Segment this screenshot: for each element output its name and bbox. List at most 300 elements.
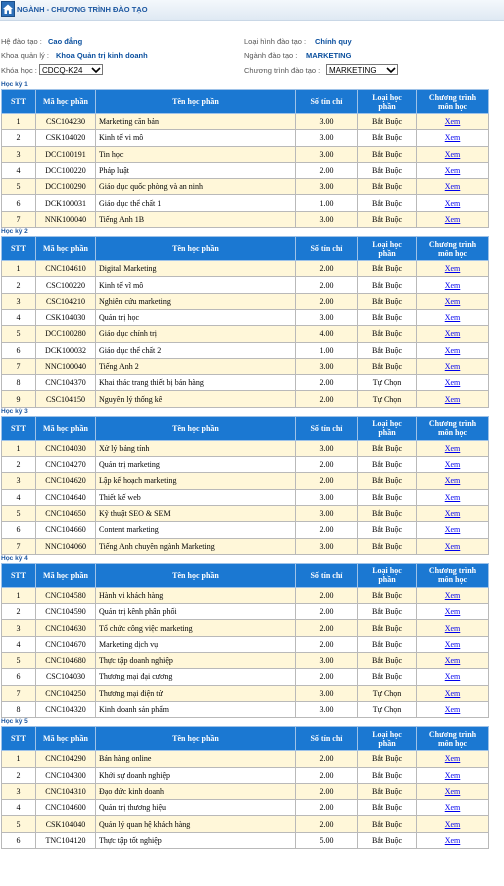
stt-cell: 8	[2, 701, 36, 717]
table-row	[2, 669, 489, 685]
table-row	[2, 440, 489, 456]
course-code-cell: DCC100191	[36, 146, 96, 162]
syllabus-link[interactable]: Xem	[417, 489, 489, 505]
credits-cell: 3.00	[296, 309, 358, 325]
header-credits	[296, 727, 358, 751]
course-type-cell: Bắt Buộc	[358, 669, 417, 685]
course-code-cell: DCK100032	[36, 342, 96, 358]
course-code-cell: CSK104030	[36, 309, 96, 325]
header-course-type-text: phần	[378, 738, 396, 748]
stt-cell: 6	[2, 832, 36, 848]
course-name-cell: Marketing căn bản	[96, 114, 296, 130]
course-type-cell: Bắt Buộc	[358, 538, 417, 554]
table-row	[2, 783, 489, 799]
header-course-code	[36, 563, 96, 587]
course-name-cell: Lập kế hoạch marketing	[96, 473, 296, 489]
credits-cell: 5.00	[296, 832, 358, 848]
syllabus-link[interactable]: Xem	[417, 277, 489, 293]
header-course-type-text: Loại học	[372, 239, 402, 249]
syllabus-link[interactable]: Xem	[417, 751, 489, 767]
credits-cell: 2.00	[296, 587, 358, 603]
stt-cell: 7	[2, 685, 36, 701]
table-header-row	[2, 727, 489, 751]
semester-list	[0, 81, 504, 849]
credits-cell: 3.00	[296, 130, 358, 146]
credits-cell: 2.00	[296, 522, 358, 538]
header-course-code	[36, 416, 96, 440]
course-code-cell: CNC104030	[36, 440, 96, 456]
course-name-cell: Quản trị học	[96, 309, 296, 325]
table-header-row	[2, 563, 489, 587]
course-type-cell: Bắt Buộc	[358, 114, 417, 130]
course-name-cell: Quản lý quan hệ khách hàng	[96, 816, 296, 832]
stt-cell: 4	[2, 309, 36, 325]
course-name-cell: Nguyên lý thống kê	[96, 391, 296, 407]
header-stt-text: STT	[10, 423, 27, 433]
table-row	[2, 587, 489, 603]
course-code-cell: CSC104210	[36, 293, 96, 309]
syllabus-link[interactable]: Xem	[417, 505, 489, 521]
syllabus-link[interactable]: Xem	[417, 636, 489, 652]
loai-hinh-value: Chính quy	[315, 37, 352, 46]
course-type-cell: Bắt Buộc	[358, 162, 417, 178]
header-credits	[296, 237, 358, 261]
course-type-cell: Bắt Buộc	[358, 440, 417, 456]
course-type-cell: Bắt Buộc	[358, 309, 417, 325]
table-row	[2, 701, 489, 717]
table-row	[2, 309, 489, 325]
course-code-cell: CSC104030	[36, 669, 96, 685]
header-stt-text: STT	[10, 734, 27, 744]
header-syllabus-text: môn học	[437, 738, 468, 748]
credits-cell: 2.00	[296, 783, 358, 799]
credits-cell: 1.00	[296, 342, 358, 358]
header-syllabus-text: Chương trình	[428, 239, 477, 249]
stt-cell: 1	[2, 440, 36, 456]
course-name-cell: Digital Marketing	[96, 261, 296, 277]
stt-cell: 5	[2, 179, 36, 195]
course-type-cell: Bắt Buộc	[358, 587, 417, 603]
syllabus-link[interactable]: Xem	[417, 767, 489, 783]
header-course-code-text: Mã học phần	[43, 244, 88, 254]
course-name-cell: Pháp luật	[96, 162, 296, 178]
credits-cell: 2.00	[296, 816, 358, 832]
table-row	[2, 375, 489, 391]
course-name-cell: Thực tập tốt nghiệp	[96, 832, 296, 848]
credits-cell: 2.00	[296, 620, 358, 636]
table-row	[2, 636, 489, 652]
header-course-type-text: phần	[378, 575, 396, 585]
stt-cell: 3	[2, 620, 36, 636]
program-info	[0, 21, 504, 81]
stt-cell: 7	[2, 211, 36, 227]
course-type-cell: Bắt Buộc	[358, 326, 417, 342]
course-name-cell: Đạo đức kinh doanh	[96, 783, 296, 799]
stt-cell: 5	[2, 505, 36, 521]
table-row	[2, 505, 489, 521]
table-row	[2, 620, 489, 636]
header-course-name	[96, 563, 296, 587]
stt-cell: 5	[2, 816, 36, 832]
credits-cell: 2.00	[296, 604, 358, 620]
header-syllabus	[417, 416, 489, 440]
stt-cell: 5	[2, 326, 36, 342]
credits-cell: 2.00	[296, 375, 358, 391]
credits-cell: 3.00	[296, 179, 358, 195]
syllabus-link[interactable]: Xem	[417, 114, 489, 130]
header-syllabus-text: Chương trình	[428, 566, 477, 576]
stt-cell: 3	[2, 146, 36, 162]
syllabus-link[interactable]: Xem	[417, 146, 489, 162]
course-name-cell: Khởi sự doanh nghiệp	[96, 767, 296, 783]
course-type-cell: Bắt Buộc	[358, 783, 417, 799]
header-syllabus-text: Chương trình	[428, 729, 477, 739]
syllabus-link[interactable]: Xem	[417, 358, 489, 374]
course-type-cell: Bắt Buộc	[358, 816, 417, 832]
stt-cell: 6	[2, 342, 36, 358]
header-syllabus-text: môn học	[437, 428, 468, 438]
syllabus-link[interactable]: Xem	[417, 783, 489, 799]
header-course-name	[96, 90, 296, 114]
course-code-cell: CNC104580	[36, 587, 96, 603]
course-type-cell: Bắt Buộc	[358, 751, 417, 767]
course-name-cell: Giáo dục chính trị	[96, 326, 296, 342]
credits-cell: 2.00	[296, 277, 358, 293]
table-row	[2, 604, 489, 620]
header-course-name-text: Tên học phần	[172, 570, 219, 580]
header-syllabus-text: Chương trình	[428, 92, 477, 102]
table-row	[2, 457, 489, 473]
course-name-cell: Content marketing	[96, 522, 296, 538]
syllabus-link[interactable]: Xem	[417, 653, 489, 669]
table-row	[2, 146, 489, 162]
course-type-cell: Bắt Buộc	[358, 653, 417, 669]
syllabus-link[interactable]: Xem	[417, 832, 489, 848]
khoa-quan-ly-label: Khoa quản lý :	[1, 51, 49, 60]
credits-cell: 4.00	[296, 326, 358, 342]
course-code-cell: CNC104600	[36, 800, 96, 816]
course-table	[1, 726, 489, 849]
syllabus-link[interactable]: Xem	[417, 538, 489, 554]
syllabus-link[interactable]: Xem	[417, 701, 489, 717]
course-name-cell: Giáo dục thể chất 1	[96, 195, 296, 211]
header-credits-text: Số tín chỉ	[310, 97, 343, 106]
syllabus-link[interactable]: Xem	[417, 309, 489, 325]
course-code-cell: CSC104150	[36, 391, 96, 407]
table-row	[2, 326, 489, 342]
table-row	[2, 130, 489, 146]
course-type-cell: Bắt Buộc	[358, 342, 417, 358]
stt-cell: 6	[2, 522, 36, 538]
header-stt-text: STT	[10, 570, 27, 580]
header-course-type	[358, 90, 417, 114]
syllabus-link[interactable]: Xem	[417, 800, 489, 816]
stt-cell: 1	[2, 261, 36, 277]
course-table	[1, 416, 489, 555]
header-credits-text: Số tín chỉ	[310, 570, 343, 580]
course-type-cell: Bắt Buộc	[358, 130, 417, 146]
header-syllabus-text: môn học	[437, 575, 468, 585]
course-name-cell: Giáo dục quốc phòng và an ninh	[96, 179, 296, 195]
he-dao-tao-label: Hệ đào tạo :	[1, 37, 42, 46]
course-code-cell: CNC104650	[36, 505, 96, 521]
table-row	[2, 358, 489, 374]
course-name-cell: Kinh tế vĩ mô	[96, 277, 296, 293]
course-type-cell: Bắt Buộc	[358, 620, 417, 636]
credits-cell: 3.00	[296, 538, 358, 554]
header-syllabus	[417, 237, 489, 261]
title-bar	[0, 0, 504, 21]
syllabus-link[interactable]: Xem	[417, 522, 489, 538]
table-row	[2, 162, 489, 178]
course-type-cell: Bắt Buộc	[358, 457, 417, 473]
course-code-cell: CSK104020	[36, 130, 96, 146]
header-course-name	[96, 237, 296, 261]
credits-cell: 2.00	[296, 391, 358, 407]
course-table	[1, 236, 489, 408]
course-code-cell: CSK104040	[36, 816, 96, 832]
course-code-cell: NNC104060	[36, 538, 96, 554]
header-course-type	[358, 727, 417, 751]
course-type-cell: Bắt Buộc	[358, 800, 417, 816]
course-code-cell: CNC104310	[36, 783, 96, 799]
khoa-quan-ly-value: Khoa Quản trị kinh doanh	[56, 51, 148, 60]
header-course-type-text: Loại học	[372, 92, 402, 102]
course-code-cell: DCC100290	[36, 179, 96, 195]
course-code-cell: CNC104290	[36, 751, 96, 767]
credits-cell: 1.00	[296, 195, 358, 211]
table-row	[2, 391, 489, 407]
header-stt-text: STT	[10, 97, 27, 106]
syllabus-link[interactable]: Xem	[417, 130, 489, 146]
syllabus-link[interactable]: Xem	[417, 587, 489, 603]
course-type-cell: Bắt Buộc	[358, 832, 417, 848]
course-code-cell: CSC100220	[36, 277, 96, 293]
table-row	[2, 293, 489, 309]
stt-cell: 7	[2, 358, 36, 374]
course-name-cell: Xử lý bảng tính	[96, 440, 296, 456]
header-course-name	[96, 727, 296, 751]
course-type-cell: Tự Chọn	[358, 701, 417, 717]
semester-title: Học kỳ 4	[1, 554, 28, 562]
table-row	[2, 767, 489, 783]
course-table	[1, 89, 489, 228]
course-code-cell: CNC104630	[36, 620, 96, 636]
course-name-cell: Tiếng Anh 1B	[96, 211, 296, 227]
stt-cell: 2	[2, 277, 36, 293]
table-row	[2, 114, 489, 130]
header-course-type	[358, 416, 417, 440]
credits-cell: 3.00	[296, 653, 358, 669]
header-course-type-text: phần	[378, 428, 396, 438]
header-course-name	[96, 416, 296, 440]
course-code-cell: CNC104620	[36, 473, 96, 489]
course-code-cell: CNC104670	[36, 636, 96, 652]
course-type-cell: Tự Chọn	[358, 391, 417, 407]
course-code-cell: CNC104300	[36, 767, 96, 783]
table-row	[2, 342, 489, 358]
syllabus-link[interactable]: Xem	[417, 162, 489, 178]
course-code-cell: TNC104120	[36, 832, 96, 848]
table-row	[2, 538, 489, 554]
home-icon[interactable]	[1, 1, 15, 17]
credits-cell: 2.00	[296, 261, 358, 277]
header-course-type-text: phần	[378, 248, 396, 258]
header-stt-text: STT	[10, 244, 27, 254]
course-type-cell: Bắt Buộc	[358, 636, 417, 652]
header-course-name-text: Tên học phần	[172, 423, 219, 433]
semester-title: Học kỳ 1	[1, 81, 28, 88]
syllabus-link[interactable]: Xem	[417, 473, 489, 489]
header-syllabus-text: môn học	[437, 248, 468, 258]
credits-cell: 2.00	[296, 751, 358, 767]
syllabus-link[interactable]: Xem	[417, 342, 489, 358]
header-syllabus-text: Chương trình	[428, 419, 477, 429]
course-name-cell: Hành vi khách hàng	[96, 587, 296, 603]
header-credits-text: Số tín chỉ	[310, 734, 343, 744]
course-code-cell: CNC104250	[36, 685, 96, 701]
stt-cell: 3	[2, 783, 36, 799]
course-type-cell: Bắt Buộc	[358, 505, 417, 521]
stt-cell: 1	[2, 587, 36, 603]
syllabus-link[interactable]: Xem	[417, 211, 489, 227]
course-name-cell: Giáo dục thể chất 2	[96, 342, 296, 358]
header-course-type-text: Loại học	[372, 566, 402, 576]
course-type-cell: Bắt Buộc	[358, 146, 417, 162]
syllabus-link[interactable]: Xem	[417, 293, 489, 309]
chevron-down-icon	[386, 66, 396, 74]
table-row	[2, 522, 489, 538]
table-row	[2, 261, 489, 277]
stt-cell: 4	[2, 636, 36, 652]
stt-cell: 3	[2, 293, 36, 309]
course-type-cell: Bắt Buộc	[358, 767, 417, 783]
header-course-code-text: Mã học phần	[43, 423, 88, 433]
course-type-cell: Bắt Buộc	[358, 489, 417, 505]
course-type-cell: Tự Chọn	[358, 375, 417, 391]
course-name-cell: Thực tập doanh nghiệp	[96, 653, 296, 669]
header-syllabus	[417, 563, 489, 587]
khoa-hoc-label: Khóa học :	[1, 66, 37, 75]
header-course-type-text: Loại học	[372, 419, 402, 429]
page-title: NGÀNH - CHƯƠNG TRÌNH ĐÀO TẠO	[17, 5, 148, 14]
header-course-code-text: Mã học phần	[43, 570, 88, 580]
course-code-cell: NNK100040	[36, 211, 96, 227]
stt-cell: 4	[2, 489, 36, 505]
khoa-hoc-select[interactable]: CDCQ-K24	[39, 64, 103, 75]
header-course-name-text: Tên học phần	[172, 734, 219, 744]
header-credits-text: Số tín chỉ	[310, 423, 343, 433]
credits-cell: 3.00	[296, 114, 358, 130]
header-course-code-text: Mã học phần	[43, 97, 88, 106]
course-name-cell: Kinh doanh sản phẩm	[96, 701, 296, 717]
course-code-cell: NNC100040	[36, 358, 96, 374]
chuong-trinh-select[interactable]: MARKETING	[326, 64, 398, 75]
course-type-cell: Bắt Buộc	[358, 473, 417, 489]
course-type-cell: Bắt Buộc	[358, 358, 417, 374]
table-row	[2, 179, 489, 195]
credits-cell: 3.00	[296, 211, 358, 227]
stt-cell: 1	[2, 114, 36, 130]
semester-title: Học kỳ 2	[1, 228, 28, 236]
syllabus-link[interactable]: Xem	[417, 620, 489, 636]
loai-hinh-label: Loại hình đào tạo :	[244, 37, 307, 46]
syllabus-link[interactable]: Xem	[417, 179, 489, 195]
stt-cell: 1	[2, 751, 36, 767]
stt-cell: 7	[2, 538, 36, 554]
stt-cell: 2	[2, 604, 36, 620]
header-course-type-text: Loại học	[372, 729, 402, 739]
course-type-cell: Bắt Buộc	[358, 293, 417, 309]
table-row	[2, 195, 489, 211]
stt-cell: 8	[2, 375, 36, 391]
header-course-type	[358, 237, 417, 261]
course-name-cell: Tiếng Anh chuyên ngành Marketing	[96, 538, 296, 554]
credits-cell: 2.00	[296, 669, 358, 685]
chuong-trinh-label: Chương trình đào tạo :	[244, 66, 321, 75]
course-name-cell: Thương mại điện tử	[96, 685, 296, 701]
syllabus-link[interactable]: Xem	[417, 604, 489, 620]
nganh-label: Ngành đào tạo :	[244, 51, 298, 60]
syllabus-link[interactable]: Xem	[417, 391, 489, 407]
table-header-row	[2, 90, 489, 114]
course-type-cell: Bắt Buộc	[358, 277, 417, 293]
credits-cell: 3.00	[296, 505, 358, 521]
header-course-code-text: Mã học phần	[43, 734, 88, 744]
stt-cell: 2	[2, 130, 36, 146]
semester-title: Học kỳ 5	[1, 718, 28, 726]
stt-cell: 6	[2, 669, 36, 685]
course-code-cell: CNC104660	[36, 522, 96, 538]
table-row	[2, 751, 489, 767]
course-type-cell: Tự Chọn	[358, 685, 417, 701]
header-syllabus	[417, 727, 489, 751]
header-course-type-text: phần	[378, 101, 396, 111]
syllabus-link[interactable]: Xem	[417, 457, 489, 473]
header-credits	[296, 563, 358, 587]
syllabus-link[interactable]: Xem	[417, 669, 489, 685]
stt-cell: 2	[2, 767, 36, 783]
syllabus-link[interactable]: Xem	[417, 261, 489, 277]
stt-cell: 5	[2, 653, 36, 669]
table-row	[2, 816, 489, 832]
credits-cell: 3.00	[296, 358, 358, 374]
syllabus-link[interactable]: Xem	[417, 440, 489, 456]
course-name-cell: Kỹ thuật SEO & SEM	[96, 505, 296, 521]
header-course-name-text: Tên học phần	[172, 244, 219, 254]
stt-cell: 3	[2, 473, 36, 489]
syllabus-link[interactable]: Xem	[417, 816, 489, 832]
course-name-cell: Thương mại đại cương	[96, 669, 296, 685]
course-type-cell: Bắt Buộc	[358, 261, 417, 277]
stt-cell: 6	[2, 195, 36, 211]
table-row	[2, 685, 489, 701]
syllabus-link[interactable]: Xem	[417, 685, 489, 701]
table-row	[2, 832, 489, 848]
header-syllabus	[417, 90, 489, 114]
credits-cell: 3.00	[296, 146, 358, 162]
syllabus-link[interactable]: Xem	[417, 195, 489, 211]
course-name-cell: Quản trị marketing	[96, 457, 296, 473]
course-code-cell: CNC104370	[36, 375, 96, 391]
course-type-cell: Bắt Buộc	[358, 522, 417, 538]
course-code-cell: DCC100280	[36, 326, 96, 342]
syllabus-link[interactable]: Xem	[417, 326, 489, 342]
syllabus-link[interactable]: Xem	[417, 375, 489, 391]
course-name-cell: Marketing dịch vụ	[96, 636, 296, 652]
course-name-cell: Khai thác trang thiết bị bán hàng	[96, 375, 296, 391]
course-table	[1, 563, 489, 718]
